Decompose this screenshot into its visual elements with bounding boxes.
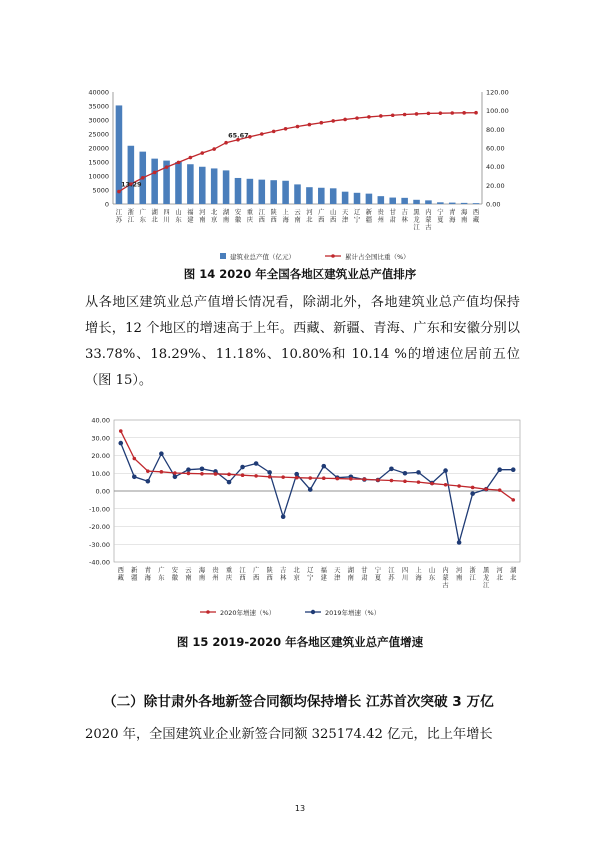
x-tick-label: 辽宁 bbox=[353, 209, 361, 224]
line-point bbox=[295, 476, 299, 480]
line-point bbox=[427, 112, 431, 116]
bar bbox=[247, 179, 254, 204]
line-point bbox=[296, 125, 300, 129]
y-tick-label: 40.00 bbox=[91, 416, 110, 425]
line-point bbox=[511, 467, 516, 472]
line-point bbox=[308, 123, 312, 127]
line-point bbox=[214, 472, 218, 476]
y-tick-label-left: 10000 bbox=[88, 172, 109, 181]
bar bbox=[128, 146, 135, 204]
line-point bbox=[187, 472, 191, 476]
line-point bbox=[267, 470, 272, 475]
line-point bbox=[173, 471, 177, 475]
paragraph-2: 2020 年，全国建筑业企业新签合同额 325174.42 亿元，比上年增长 bbox=[85, 727, 493, 742]
x-tick-label: 内蒙古 bbox=[425, 209, 432, 231]
x-tick-label: 四川 bbox=[163, 209, 170, 224]
line-point bbox=[439, 111, 443, 115]
series-line-2020 bbox=[121, 431, 513, 500]
line-point bbox=[391, 113, 395, 117]
y-tick-label: -10.00 bbox=[89, 505, 110, 514]
line-point bbox=[254, 461, 259, 466]
bar bbox=[259, 180, 266, 204]
x-tick-label: 海南 bbox=[460, 209, 468, 224]
line-point bbox=[416, 470, 421, 475]
line-point bbox=[403, 471, 408, 476]
bar bbox=[235, 178, 242, 204]
bar bbox=[449, 203, 456, 204]
bar bbox=[342, 192, 349, 204]
bar bbox=[306, 187, 313, 204]
x-tick-label: 新疆 bbox=[131, 567, 138, 582]
y-tick-label: -40.00 bbox=[89, 558, 110, 567]
line-point bbox=[403, 479, 407, 483]
line-point bbox=[367, 115, 371, 119]
y-tick-label-right: 60.00 bbox=[486, 144, 505, 153]
y-tick-label: 0.00 bbox=[95, 487, 110, 496]
line-point bbox=[430, 482, 434, 486]
line-point bbox=[200, 151, 204, 155]
y-tick-label: -30.00 bbox=[89, 540, 110, 549]
x-tick-label: 河南 bbox=[199, 209, 206, 224]
y-tick-label-right: 0.00 bbox=[486, 200, 501, 209]
x-tick-label: 重庆 bbox=[225, 567, 233, 582]
paragraph-1: 从各地区建筑业总产值增长情况看，除湖北外，各地建筑业总产值均保持增长，12 个地区的增速高于上年。西藏、新疆、青海、广东和安徽分别以 33.78%、18.29%、11.18%、10.80%和 10.14 %的增速位居前五位（图 15）。 bbox=[85, 295, 520, 388]
bar bbox=[294, 184, 301, 204]
line-point bbox=[308, 487, 313, 492]
line-point bbox=[379, 114, 383, 118]
line-point bbox=[227, 480, 232, 485]
bar bbox=[187, 164, 194, 204]
bar bbox=[425, 200, 432, 204]
x-tick-label: 宁夏 bbox=[437, 209, 444, 224]
line-point bbox=[173, 475, 178, 480]
bar bbox=[199, 167, 206, 204]
bar bbox=[282, 181, 289, 204]
line-point bbox=[322, 476, 326, 480]
line-point bbox=[260, 132, 264, 136]
line-point bbox=[177, 161, 181, 165]
line-point bbox=[119, 429, 123, 433]
x-tick-label: 河南 bbox=[455, 567, 463, 582]
bar bbox=[116, 105, 123, 204]
line-point bbox=[281, 514, 286, 519]
legend-marker-2020 bbox=[206, 610, 210, 614]
y-tick-label-left: 5000 bbox=[92, 186, 109, 195]
x-tick-label: 福建 bbox=[187, 209, 194, 224]
x-tick-label: 浙江 bbox=[469, 567, 476, 582]
line-point bbox=[355, 116, 359, 120]
bar bbox=[473, 203, 480, 204]
caption-fig15: 图 15 2019-2020 年各地区建筑业总产值增速 bbox=[176, 635, 424, 649]
x-tick-label: 辽宁 bbox=[307, 567, 314, 582]
bar bbox=[270, 180, 277, 204]
line-point bbox=[331, 119, 335, 123]
line-point bbox=[118, 441, 123, 446]
x-tick-label: 吉林 bbox=[280, 567, 287, 582]
y-tick-label: -20.00 bbox=[89, 523, 110, 531]
line-point bbox=[363, 477, 367, 481]
bar bbox=[354, 193, 361, 204]
x-tick-label: 广东 bbox=[158, 567, 165, 582]
x-tick-label: 江西 bbox=[258, 209, 265, 224]
x-tick-label: 海南 bbox=[198, 567, 206, 582]
line-point bbox=[132, 475, 137, 480]
line-point bbox=[133, 457, 137, 461]
bar bbox=[437, 202, 444, 204]
line-point bbox=[376, 478, 380, 482]
legend-label-line: 累计占全国比重（%） bbox=[345, 253, 410, 261]
x-tick-label: 广西 bbox=[252, 567, 260, 582]
x-tick-label: 内蒙古 bbox=[442, 567, 449, 589]
legend-marker-line bbox=[331, 254, 335, 258]
bar bbox=[413, 200, 420, 204]
line-point bbox=[343, 118, 347, 122]
line-point bbox=[308, 476, 312, 480]
line-point bbox=[417, 480, 421, 484]
line-point bbox=[498, 488, 502, 492]
x-tick-label: 河北 bbox=[496, 567, 503, 582]
line-point bbox=[321, 464, 326, 469]
line-point bbox=[474, 111, 478, 115]
line-point bbox=[224, 141, 228, 145]
x-tick-label: 山东 bbox=[428, 567, 436, 582]
x-tick-label: 上海 bbox=[282, 209, 289, 224]
line-point bbox=[320, 121, 324, 125]
line-point bbox=[294, 472, 299, 477]
x-tick-label: 广东 bbox=[139, 209, 146, 224]
y-tick-label: 20.00 bbox=[91, 452, 110, 460]
y-tick-label-left: 20000 bbox=[88, 144, 109, 153]
line-point bbox=[390, 479, 394, 483]
bar bbox=[223, 170, 230, 204]
bar bbox=[366, 194, 373, 204]
y-tick-label-left: 30000 bbox=[88, 116, 109, 125]
legend-marker-2019 bbox=[311, 610, 315, 614]
x-tick-label: 贵州 bbox=[212, 567, 219, 582]
line-point bbox=[511, 498, 515, 502]
x-tick-label: 宁夏 bbox=[374, 567, 382, 582]
x-tick-label: 北京 bbox=[293, 567, 300, 582]
line-point bbox=[241, 473, 245, 477]
line-point bbox=[284, 127, 288, 131]
section-heading: （二）除甘肃外各地新签合同额均保持增长 江苏首次突破 3 万亿 bbox=[103, 694, 494, 710]
line-point bbox=[462, 111, 466, 115]
x-tick-label: 江西 bbox=[239, 567, 246, 582]
y-tick-label-right: 120.00 bbox=[486, 88, 509, 97]
x-tick-label: 天津 bbox=[334, 567, 341, 582]
page-number: 13 bbox=[294, 804, 306, 813]
x-tick-label: 湖南 bbox=[347, 567, 354, 582]
x-tick-label: 青海 bbox=[449, 209, 456, 224]
x-tick-label: 湖北 bbox=[151, 209, 158, 224]
line-point bbox=[240, 465, 245, 470]
x-tick-label: 黑龙江 bbox=[483, 567, 490, 589]
x-tick-label: 湖北 bbox=[510, 567, 517, 582]
bar bbox=[330, 188, 337, 204]
line-point bbox=[415, 112, 419, 116]
x-tick-label: 西藏 bbox=[472, 209, 480, 224]
line-point bbox=[457, 540, 462, 545]
x-tick-label: 上海 bbox=[415, 567, 422, 582]
line-point bbox=[457, 484, 461, 488]
data-label: 65.67 bbox=[228, 131, 249, 140]
x-tick-label: 山西 bbox=[330, 209, 337, 224]
y-tick-label-right: 100.00 bbox=[486, 107, 509, 116]
legend-label-2020: 2020年增速（%） bbox=[220, 609, 276, 617]
data-label: 13.29 bbox=[120, 180, 142, 189]
line-point bbox=[200, 472, 204, 476]
x-tick-label: 安徽 bbox=[171, 567, 179, 582]
bar bbox=[378, 196, 385, 204]
y-tick-label-left: 15000 bbox=[88, 158, 109, 167]
line-point bbox=[484, 487, 488, 491]
x-tick-label: 甘肃 bbox=[361, 567, 368, 582]
y-tick-label-left: 0 bbox=[104, 200, 109, 209]
line-point bbox=[153, 171, 157, 175]
x-tick-label: 陕西 bbox=[270, 209, 277, 224]
x-tick-label: 陕西 bbox=[266, 567, 273, 582]
line-point bbox=[189, 156, 193, 160]
line-point bbox=[281, 475, 285, 479]
line-point bbox=[146, 469, 150, 473]
y-tick-label-right: 40.00 bbox=[486, 163, 505, 172]
line-point bbox=[403, 113, 407, 117]
x-tick-label: 安徽 bbox=[234, 209, 242, 224]
legend-swatch-bar bbox=[220, 253, 226, 259]
chart-fig14 bbox=[70, 80, 540, 280]
x-tick-label: 浙江 bbox=[127, 209, 135, 224]
bar bbox=[389, 198, 396, 204]
y-tick-label: 30.00 bbox=[91, 434, 110, 443]
x-tick-label: 吉林 bbox=[401, 209, 408, 224]
y-tick-label-right: 80.00 bbox=[486, 125, 505, 134]
x-tick-label: 西藏 bbox=[117, 567, 124, 582]
line-point bbox=[349, 477, 353, 481]
line-point bbox=[254, 474, 258, 478]
x-tick-label: 江苏 bbox=[115, 209, 123, 224]
line-point bbox=[444, 483, 448, 487]
series-line-2019 bbox=[121, 443, 513, 542]
line-point bbox=[159, 451, 164, 456]
line-point bbox=[117, 190, 121, 194]
y-tick-label-left: 25000 bbox=[88, 130, 109, 139]
x-tick-label: 云南 bbox=[185, 567, 192, 582]
series-line-cumulative bbox=[119, 113, 476, 192]
x-tick-label: 黑龙江 bbox=[413, 209, 420, 231]
line-point bbox=[336, 477, 340, 481]
bar bbox=[211, 168, 218, 204]
bar bbox=[318, 188, 325, 204]
line-point bbox=[200, 467, 205, 472]
x-tick-label: 湖南 bbox=[222, 209, 230, 224]
x-tick-label: 北京 bbox=[211, 209, 218, 224]
y-tick-label-left: 35000 bbox=[88, 102, 109, 111]
bar bbox=[175, 162, 182, 204]
line-point bbox=[165, 165, 169, 169]
line-point bbox=[497, 467, 502, 472]
y-tick-label-left: 40000 bbox=[88, 88, 109, 97]
line-point bbox=[268, 475, 272, 479]
x-tick-label: 四川 bbox=[401, 567, 409, 582]
x-tick-label: 贵州 bbox=[377, 209, 384, 224]
x-tick-label: 云南 bbox=[294, 209, 301, 224]
x-tick-label: 重庆 bbox=[246, 209, 254, 224]
line-point bbox=[389, 467, 394, 472]
y-tick-label-right: 20.00 bbox=[486, 181, 505, 190]
x-tick-label: 河北 bbox=[306, 209, 313, 224]
x-tick-label: 甘肃 bbox=[389, 209, 396, 224]
x-tick-label: 青海 bbox=[144, 567, 151, 582]
line-point bbox=[146, 479, 151, 484]
legend-label-2019: 2019年增速（%） bbox=[325, 609, 381, 617]
line-point bbox=[160, 470, 164, 474]
line-point bbox=[186, 467, 191, 472]
bar bbox=[151, 159, 158, 204]
bar bbox=[401, 198, 408, 204]
x-tick-label: 福建 bbox=[320, 567, 327, 582]
x-tick-label: 天津 bbox=[341, 209, 349, 224]
bar bbox=[461, 203, 468, 204]
line-point bbox=[141, 176, 145, 180]
line-point bbox=[443, 468, 448, 473]
x-tick-label: 新疆 bbox=[365, 209, 373, 224]
legend-label-bar: 建筑业总产值（亿元） bbox=[230, 253, 295, 261]
line-point bbox=[450, 111, 454, 115]
line-point bbox=[227, 473, 231, 477]
x-tick-label: 广西 bbox=[318, 209, 325, 224]
x-tick-label: 山东 bbox=[175, 209, 182, 224]
x-tick-label: 江苏 bbox=[388, 567, 395, 582]
chart-fig15 bbox=[80, 412, 530, 624]
y-tick-label: 10.00 bbox=[91, 469, 110, 478]
caption-fig14: 图 14 2020 年全国各地区建筑业总产值排序 bbox=[183, 267, 417, 281]
line-point bbox=[272, 130, 276, 134]
line-point bbox=[212, 147, 216, 151]
line-point bbox=[470, 491, 475, 496]
line-point bbox=[471, 486, 475, 490]
